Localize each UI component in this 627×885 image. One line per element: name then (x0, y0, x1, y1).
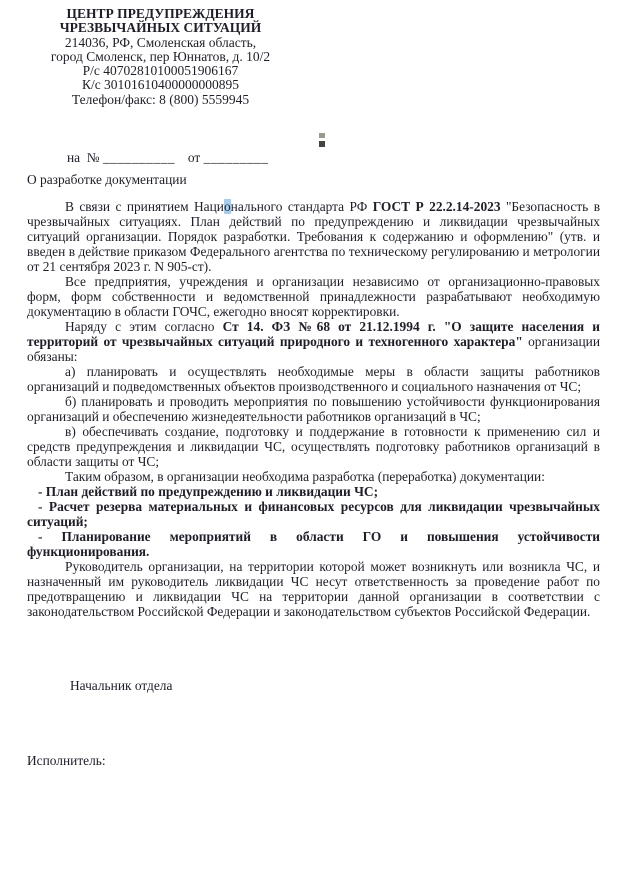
text-run: организации обязаны: (27, 334, 600, 365)
ref-number-blank: __________ (102, 150, 175, 166)
doc-item-action-plan: - План действий по предупреждению и ликвидации ЧС; (38, 484, 379, 500)
bold-run-gost-number: ГОСТ Р 22.2.14-2023 (372, 199, 501, 215)
doc-item-reserve-calc: - Расчет резерва материальных и финансовых ресурсов для ликвидации чрезвычайных ситуаций; (27, 499, 600, 530)
subject-line: О разработке документации (27, 172, 187, 188)
org-phone: Телефон/факс: 8 (800) 5559945 (71, 91, 250, 107)
scan-speck (319, 141, 325, 147)
org-address-line1: 214036, РФ, Смоленская область, (64, 34, 257, 50)
paragraph-gost-intro (27, 199, 600, 274)
org-settlement-account: Р/с 40702810100051906167 (82, 63, 239, 79)
ref-number-label: на № (67, 150, 100, 166)
org-name-line2: ЧРЕЗВЫЧАЙНЫХ СИТУАЦИЙ (59, 20, 262, 36)
paragraph-thus: Таким образом, в организации необходима разработка (переработка) документации: (65, 469, 545, 485)
doc-item-go-planning: - Планирование мероприятий в области ГО и повышения устойчивости функционирования. (27, 529, 600, 560)
org-correspondent-account: К/с 30101610400000000895 (81, 77, 240, 93)
org-address-line2: город Смоленск, пер Юннатов, д. 10/2 (50, 48, 271, 64)
scan-artifact (319, 133, 326, 150)
paragraph-responsibility: Руководитель организации, на территории которой может возникнуть или возникла ЧС, и назначенный им руководитель ликвидации ЧС несут ответственность за проведение работ по предотвращению и ликвидации ЧС на территории данной организации в соответствии с законодательством Российской Федерации и законодательством субъектов Российской Федерации. (27, 559, 600, 620)
text-run: нального стандарта РФ (230, 199, 373, 215)
scan-speck (319, 133, 325, 138)
bold-run-fz68: Ст 14. ФЗ №68 от 21.12.1994 г. "О защите населения и территорий от чрезвычайных ситуаций природного и техногенного характера" (27, 319, 601, 350)
paragraph-item-b: б) планировать и проводить мероприятия по повышению устойчивости функционирования организаций и обеспечению жизнедеятельности работников организаций в ЧС; (27, 394, 600, 425)
org-name-line1: ЦЕНТР ПРЕДУПРЕЖДЕНИЯ (66, 6, 255, 21)
highlighted-char: о (223, 199, 231, 215)
letterhead (33, 0, 288, 107)
text-run: Наряду с этим согласно (65, 319, 223, 335)
paragraph-fz68 (27, 319, 600, 364)
reference-line (67, 150, 627, 165)
letter-body (27, 199, 600, 619)
executor-label: Исполнитель: (27, 753, 106, 769)
signature-title: Начальник отдела (70, 678, 173, 694)
paragraph-item-a: а) планировать и осуществлять необходимые меры в области защиты работников организаций и подведомственных объектов производственного и социального назначения от ЧС; (27, 364, 600, 395)
text-run: В связи с принятием Наци (65, 199, 224, 215)
ref-date-blank: _________ (203, 150, 269, 166)
text-run: "Безопасность в чрезвычайных ситуациях. План действий по предупреждению и ликвидации чрезвычайных ситуаций организации. Порядок разработки. Требования к содержанию и оформлению" (утв. и введен в действие приказом Федерального агентства по техническому регулированию и метрологии от 21 сентября 2023 г. N 905-ст). (27, 199, 601, 275)
ref-date-label: от (187, 150, 201, 166)
paragraph-enterprises: Все предприятия, учреждения и организации независимо от организационно-правовых форм, форм собственности и ведомственной принадлежности разрабатывают необходимую документацию в области ГОЧС, ежегодно вносят корректировки. (27, 274, 600, 320)
paragraph-item-v: в) обеспечивать создание, подготовку и поддержание в готовности к применению сил и средств предупреждения и ликвидации ЧС, осуществлять подготовку работников организаций в области защиты от ЧС; (27, 424, 600, 470)
